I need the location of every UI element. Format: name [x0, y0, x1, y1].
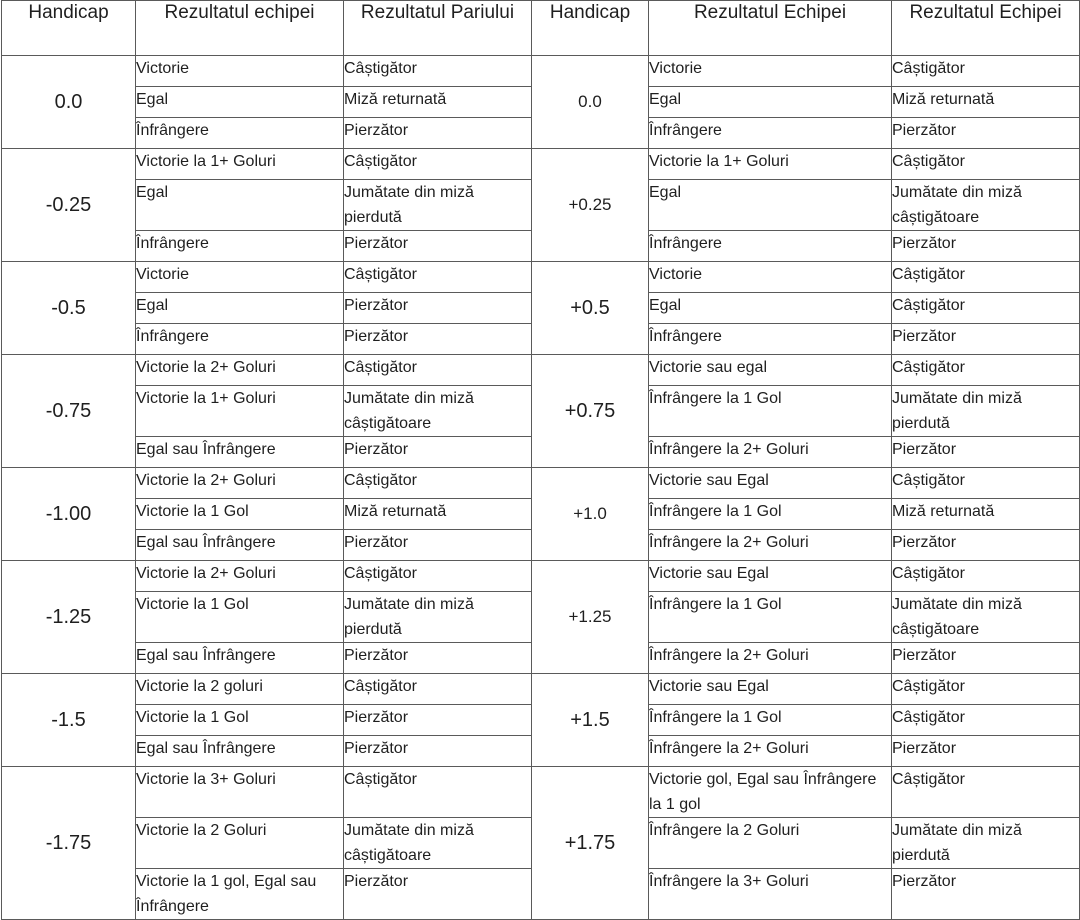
bet-result-right: Câștigător [892, 705, 1080, 736]
team-result-left: Egal sau Înfrângere [136, 736, 344, 767]
bet-result-right: Jumătate din miză câștigătoare [892, 592, 1080, 643]
bet-result-right: Câștigător [892, 56, 1080, 87]
team-result-left: Victorie la 1 gol, Egal sau Înfrângere [136, 869, 344, 920]
team-result-left: Înfrângere [136, 118, 344, 149]
team-result-right: Victorie sau Egal [649, 468, 892, 499]
bet-result-right: Pierzător [892, 530, 1080, 561]
team-result-right: Egal [649, 293, 892, 324]
bet-result-right: Pierzător [892, 231, 1080, 262]
bet-result-right: Câștigător [892, 355, 1080, 386]
bet-result-right: Câștigător [892, 293, 1080, 324]
table-row [2, 674, 1080, 705]
bet-result-left: Jumătate din miză câștigătoare [344, 818, 532, 869]
team-result-right: Înfrângere la 3+ Goluri [649, 869, 892, 920]
bet-result-left: Jumătate din miză pierdută [344, 180, 532, 231]
handicap-value-left: -0.5 [2, 262, 136, 355]
team-result-right: Victorie gol, Egal sau Înfrângere la 1 gol [649, 767, 892, 818]
handicap-value-left: -0.75 [2, 355, 136, 468]
handicap-value-right: +0.25 [532, 149, 649, 262]
team-result-left: Victorie la 1+ Goluri [136, 386, 344, 437]
bet-result-right: Miză returnată [892, 87, 1080, 118]
bet-result-left: Câștigător [344, 468, 532, 499]
table-row [2, 767, 1080, 818]
team-result-left: Victorie la 2 Goluri [136, 818, 344, 869]
table-row [2, 355, 1080, 386]
bet-result-right: Câștigător [892, 674, 1080, 705]
team-result-right: Victorie la 1+ Goluri [649, 149, 892, 180]
team-result-right: Victorie sau egal [649, 355, 892, 386]
handicap-table [1, 0, 1080, 920]
team-result-left: Victorie la 1 Gol [136, 705, 344, 736]
team-result-right: Victorie [649, 262, 892, 293]
handicap-value-left: -1.75 [2, 767, 136, 920]
team-result-right: Victorie sau Egal [649, 561, 892, 592]
handicap-value-right: +1.75 [532, 767, 649, 920]
bet-result-right: Pierzător [892, 643, 1080, 674]
bet-result-right: Câștigător [892, 468, 1080, 499]
bet-result-right: Jumătate din miză pierdută [892, 386, 1080, 437]
bet-result-right: Pierzător [892, 324, 1080, 355]
team-result-left: Victorie la 2 goluri [136, 674, 344, 705]
bet-result-left: Câștigător [344, 561, 532, 592]
team-result-left: Victorie la 2+ Goluri [136, 355, 344, 386]
team-result-right: Înfrângere la 2+ Goluri [649, 437, 892, 468]
table-row [2, 149, 1080, 180]
team-result-right: Înfrângere la 1 Gol [649, 705, 892, 736]
header-handicap-right: Handicap [532, 1, 649, 56]
bet-result-left: Pierzător [344, 705, 532, 736]
bet-result-left: Pierzător [344, 293, 532, 324]
table-row [2, 56, 1080, 87]
header-team-result-right: Rezultatul Echipei [649, 1, 892, 56]
team-result-right: Înfrângere la 1 Gol [649, 499, 892, 530]
bet-result-left: Pierzător [344, 869, 532, 920]
bet-result-right: Jumătate din miză câștigătoare [892, 180, 1080, 231]
bet-result-left: Pierzător [344, 231, 532, 262]
bet-result-left: Câștigător [344, 262, 532, 293]
bet-result-right: Câștigător [892, 561, 1080, 592]
bet-result-left: Pierzător [344, 118, 532, 149]
table-body [2, 56, 1080, 920]
bet-result-left: Miză returnată [344, 87, 532, 118]
team-result-left: Înfrângere [136, 324, 344, 355]
team-result-left: Egal sau Înfrângere [136, 643, 344, 674]
handicap-value-left: -1.5 [2, 674, 136, 767]
team-result-left: Înfrângere [136, 231, 344, 262]
team-result-right: Egal [649, 180, 892, 231]
team-result-right: Înfrângere [649, 118, 892, 149]
team-result-right: Înfrângere la 2 Goluri [649, 818, 892, 869]
team-result-left: Egal sau Înfrângere [136, 437, 344, 468]
team-result-right: Înfrângere la 1 Gol [649, 386, 892, 437]
bet-result-left: Pierzător [344, 643, 532, 674]
bet-result-right: Pierzător [892, 437, 1080, 468]
bet-result-left: Miză returnată [344, 499, 532, 530]
bet-result-left: Câștigător [344, 767, 532, 818]
header-row [2, 1, 1080, 56]
header-team-result-left: Rezultatul echipei [136, 1, 344, 56]
bet-result-left: Jumătate din miză câștigătoare [344, 386, 532, 437]
team-result-right: Egal [649, 87, 892, 118]
bet-result-right: Miză returnată [892, 499, 1080, 530]
bet-result-left: Câștigător [344, 355, 532, 386]
team-result-left: Egal [136, 87, 344, 118]
table-row [2, 262, 1080, 293]
handicap-value-left: -1.00 [2, 468, 136, 561]
team-result-right: Înfrângere [649, 324, 892, 355]
bet-result-left: Câștigător [344, 56, 532, 87]
team-result-left: Egal [136, 293, 344, 324]
team-result-right: Victorie [649, 56, 892, 87]
team-result-left: Egal sau Înfrângere [136, 530, 344, 561]
bet-result-left: Pierzător [344, 324, 532, 355]
bet-result-left: Câștigător [344, 674, 532, 705]
team-result-left: Victorie la 2+ Goluri [136, 468, 344, 499]
team-result-right: Înfrângere la 2+ Goluri [649, 530, 892, 561]
header-bet-result: Rezultatul Pariului [344, 1, 532, 56]
handicap-value-right: +0.75 [532, 355, 649, 468]
handicap-value-right: +1.25 [532, 561, 649, 674]
bet-result-right: Câștigător [892, 262, 1080, 293]
team-result-left: Victorie la 3+ Goluri [136, 767, 344, 818]
table-row [2, 561, 1080, 592]
handicap-value-right: 0.0 [532, 56, 649, 149]
handicap-value-left: -1.25 [2, 561, 136, 674]
team-result-left: Victorie la 1+ Goluri [136, 149, 344, 180]
handicap-value-left: 0.0 [2, 56, 136, 149]
bet-result-right: Câștigător [892, 149, 1080, 180]
bet-result-right: Câștigător [892, 767, 1080, 818]
header-handicap-left: Handicap [2, 1, 136, 56]
team-result-left: Victorie la 2+ Goluri [136, 561, 344, 592]
handicap-value-right: +1.0 [532, 468, 649, 561]
team-result-right: Victorie sau Egal [649, 674, 892, 705]
handicap-value-right: +0.5 [532, 262, 649, 355]
handicap-value-right: +1.5 [532, 674, 649, 767]
bet-result-left: Pierzător [344, 437, 532, 468]
team-result-right: Înfrângere la 2+ Goluri [649, 736, 892, 767]
team-result-right: Înfrângere [649, 231, 892, 262]
bet-result-right: Pierzător [892, 869, 1080, 920]
bet-result-left: Pierzător [344, 736, 532, 767]
team-result-right: Înfrângere la 2+ Goluri [649, 643, 892, 674]
table-row [2, 468, 1080, 499]
bet-result-right: Pierzător [892, 118, 1080, 149]
team-result-left: Victorie la 1 Gol [136, 592, 344, 643]
bet-result-left: Pierzător [344, 530, 532, 561]
bet-result-right: Pierzător [892, 736, 1080, 767]
bet-result-left: Câștigător [344, 149, 532, 180]
header-team-result-right-2: Rezultatul Echipei [892, 1, 1080, 56]
bet-result-left: Jumătate din miză pierdută [344, 592, 532, 643]
handicap-value-left: -0.25 [2, 149, 136, 262]
team-result-right: Înfrângere la 1 Gol [649, 592, 892, 643]
team-result-left: Egal [136, 180, 344, 231]
bet-result-right: Jumătate din miză pierdută [892, 818, 1080, 869]
team-result-left: Victorie [136, 262, 344, 293]
team-result-left: Victorie la 1 Gol [136, 499, 344, 530]
team-result-left: Victorie [136, 56, 344, 87]
